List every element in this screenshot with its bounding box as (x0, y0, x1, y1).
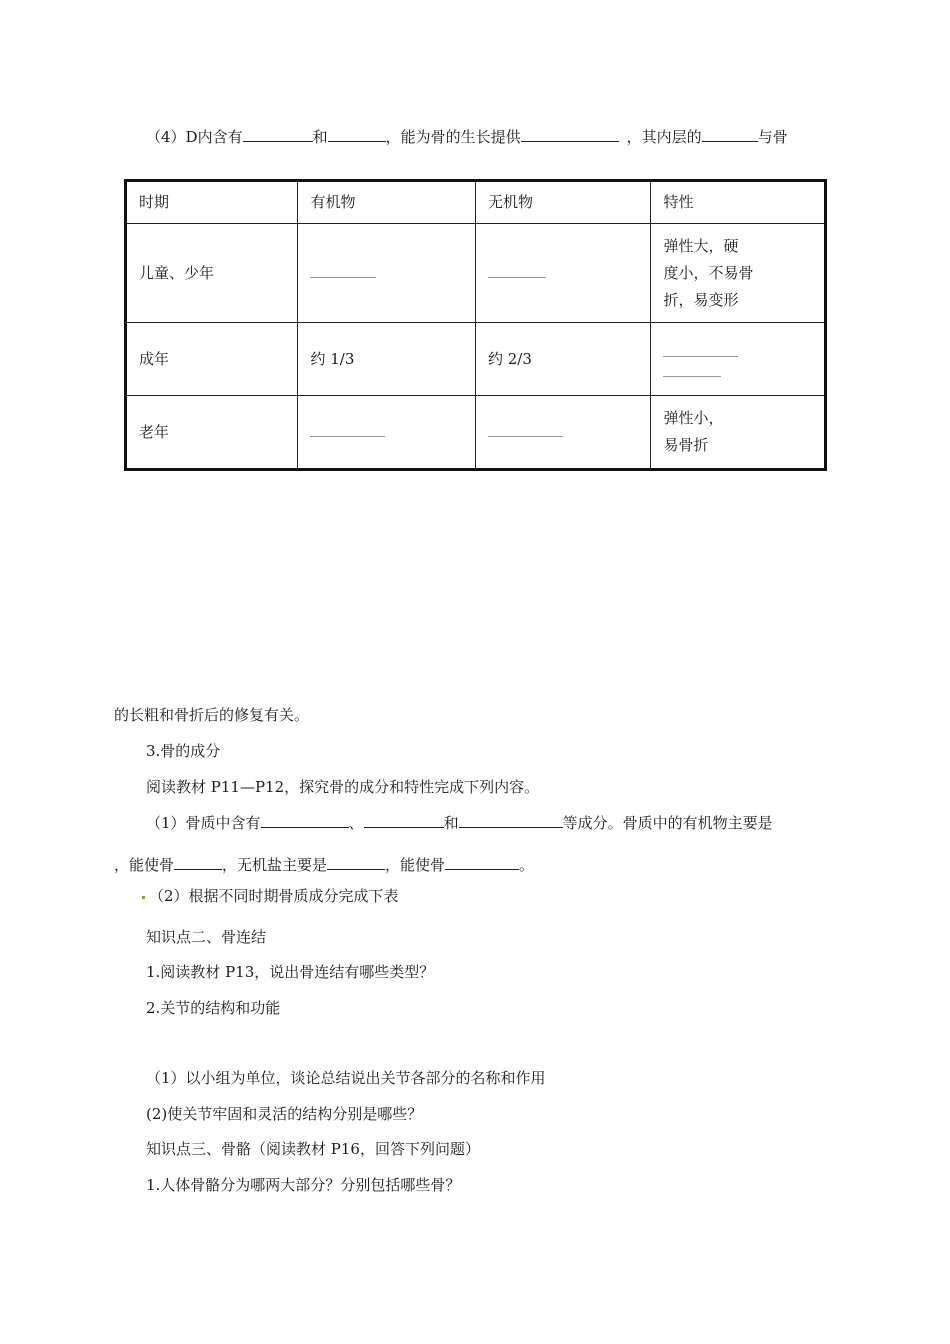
q1-text: （1）骨质中含有 (146, 814, 261, 832)
header-cell-organic: 有机物 (298, 181, 476, 224)
answer-blank[interactable] (521, 127, 619, 142)
table-header-row (126, 181, 826, 224)
organic-cell[interactable] (298, 224, 476, 323)
answer-blank[interactable] (459, 813, 563, 828)
answer-blank[interactable] (445, 855, 519, 870)
q4-text-1: （4）D内含有 (146, 128, 243, 146)
knowledge-point-3-title: 知识点三、骨骼（阅读教材 P16，回答下列问题） (146, 1140, 480, 1158)
period-cell: 老年 (126, 396, 298, 470)
table-row (126, 396, 826, 470)
knowledge-point-2-title: 知识点二、骨连结 (146, 928, 267, 946)
feature-line: 弹性小， (663, 409, 724, 427)
knowledge-point-3-question-1: 1.人体骨骼分为哪两大部分？分别包括哪些骨？ (146, 1176, 461, 1194)
bone-composition-table (124, 179, 827, 471)
organic-cell: 约 1/3 (298, 323, 476, 396)
q4-text-5: 与骨 (757, 128, 788, 146)
table-row (126, 323, 826, 396)
table-row (126, 224, 826, 323)
answer-blank[interactable] (488, 426, 563, 437)
feature-line: 度小，不易骨 (663, 263, 754, 282)
q1-text: 、 (348, 814, 364, 832)
answer-blank[interactable] (702, 127, 758, 142)
section-3-question-1-cont (114, 855, 534, 875)
q4-text-2: 和 (312, 128, 328, 146)
inorganic-cell[interactable] (475, 396, 651, 470)
answer-blank[interactable] (364, 813, 444, 828)
q4-text-4: ，其内层的 (626, 128, 702, 146)
header-cell-feature: 特性 (651, 181, 826, 224)
feature-cell[interactable] (651, 323, 826, 396)
answer-blank[interactable] (328, 127, 386, 142)
section-3-instruction: 阅读教材 P11—P12，探究骨的成分和特性完成下列内容。 (146, 778, 540, 796)
q2-text: （2）根据不同时期骨质成分完成下表 (149, 887, 399, 905)
feature-cell (651, 224, 826, 323)
organic-cell[interactable] (298, 396, 476, 470)
q1-text: 。 (519, 856, 535, 874)
period-cell: 成年 (126, 323, 298, 396)
q1-text: ，能使骨 (114, 856, 175, 874)
feature-cell (651, 396, 826, 470)
bullet-dot-icon (142, 896, 145, 899)
answer-blank[interactable] (488, 267, 546, 278)
continuation-text: 的长粗和骨折后的修复有关。 (114, 706, 310, 724)
answer-blank[interactable] (310, 267, 376, 278)
feature-line: 折，易变形 (663, 290, 739, 309)
answer-blank[interactable] (261, 813, 349, 828)
answer-blank[interactable] (310, 426, 385, 437)
q4-text-3: ，能为骨的生长提供 (385, 128, 521, 146)
header-cell-period: 时期 (126, 181, 298, 224)
feature-line: 易骨折 (663, 436, 709, 454)
inorganic-cell[interactable] (475, 224, 651, 323)
q1-text: 等成分。骨质中的有机物主要是 (562, 814, 773, 832)
header-cell-inorganic: 无机物 (475, 181, 651, 224)
q1-text: 和 (443, 814, 459, 832)
q1-text: ，能使骨 (385, 856, 446, 874)
period-cell: 儿童、少年 (126, 224, 298, 323)
knowledge-point-2-question-2-2: (2)使关节牢固和灵活的结构分别是哪些？ (146, 1105, 423, 1123)
answer-blank[interactable] (243, 127, 313, 142)
answer-blank[interactable] (174, 855, 222, 870)
answer-blank[interactable] (663, 346, 738, 357)
knowledge-point-2-question-1: 1.阅读教材 P13，说出骨连结有哪些类型？ (146, 963, 435, 981)
feature-line: 弹性大，硬 (663, 236, 739, 255)
q1-text: ，无机盐主要是 (222, 856, 328, 874)
section-3-question-1 (146, 813, 773, 833)
answer-blank[interactable] (327, 855, 385, 870)
inorganic-cell: 约 2/3 (475, 323, 651, 396)
section-3-title: 3.骨的成分 (146, 742, 221, 760)
section-3-question-2 (142, 886, 399, 906)
knowledge-point-2-question-2-1: （1）以小组为单位，谈论总结说出关节各部分的名称和作用 (146, 1069, 546, 1087)
question-4-line (146, 127, 788, 147)
knowledge-point-2-question-2: 2.关节的结构和功能 (146, 999, 281, 1017)
answer-blank[interactable] (663, 366, 721, 377)
